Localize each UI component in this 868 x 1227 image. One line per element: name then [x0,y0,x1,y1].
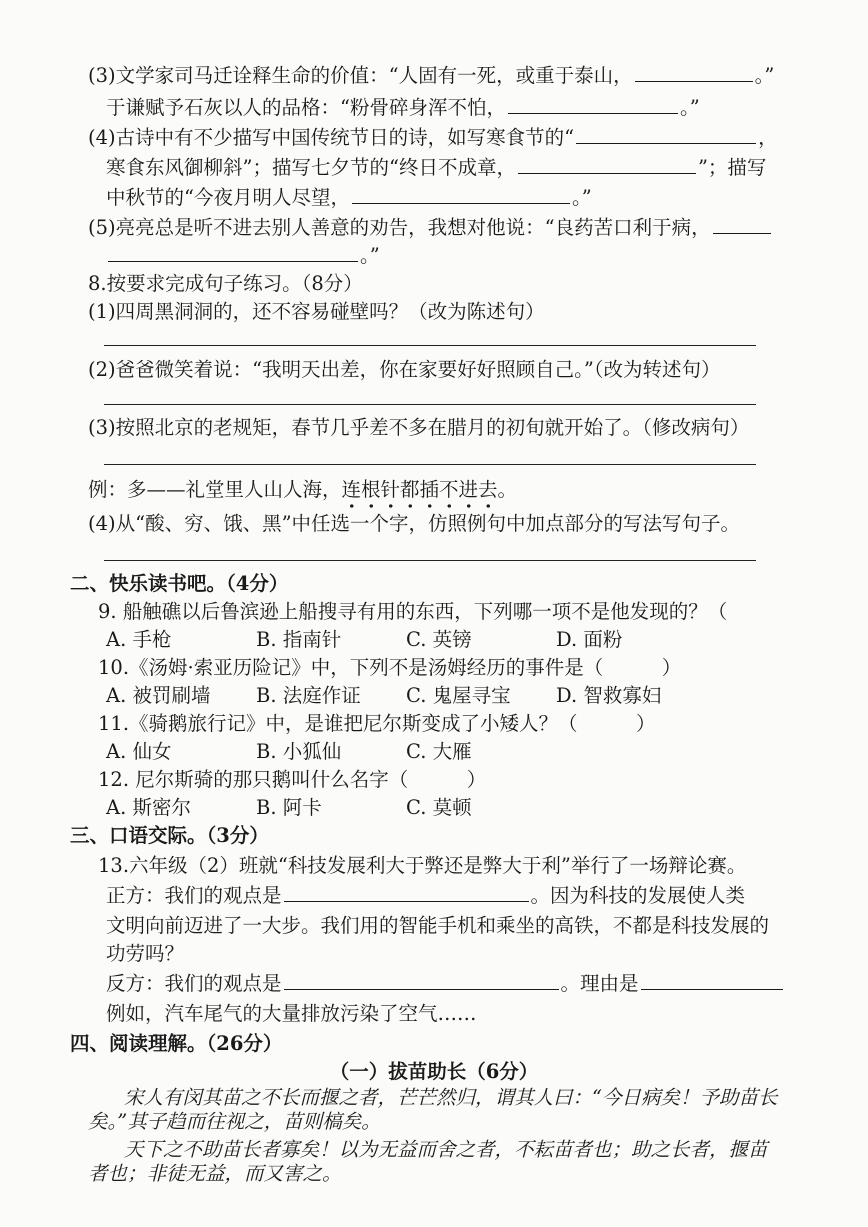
passage-para-2-line2: 者也；非徒无益，而又害之。 [88,1162,342,1185]
q13-con-line1: 反方：我们的观点是 。理由是 [106,970,808,998]
q7-item-3-line2: 于谦赋予石灰以人的品格：“粉骨碎身浑不怕， 。” [106,96,700,119]
option[interactable]: D. 智救寡妇 [556,684,662,707]
answer-blank[interactable] [352,185,570,204]
q9-options [106,626,808,654]
answer-blank[interactable] [284,971,559,990]
q13-pro-line3: 功劳吗？ [106,942,185,965]
section-2-title: 二、快乐读书吧。（4分） [70,572,289,595]
q7-item-4-line1: (4)古诗中有不少描写中国传统节日的诗，如写寒食节的“ ， [88,126,778,149]
option[interactable]: B. 小狐仙 [256,740,342,763]
q7-item-4-line3: 中秋节的“今夜月明人尽望， 。” [106,186,592,209]
option[interactable]: A. 斯密尔 [106,796,191,819]
q10-options [106,682,808,710]
q11-options [106,738,808,766]
answer-line[interactable] [104,404,756,405]
option[interactable]: C. 英镑 [406,628,472,651]
option[interactable]: B. 法庭作证 [256,684,361,707]
answer-line[interactable] [104,560,756,561]
q8-sentence-3: (3)按照北京的老规矩，春节几乎差不多在腊月的初旬就开始了。（修改病句） [88,416,750,439]
answer-blank[interactable] [641,971,783,990]
option[interactable]: B. 指南针 [256,628,342,651]
q11-text: 11.《骑鹅旅行记》中，是谁把尼尔斯变成了小矮人？（ ） [98,712,656,735]
answer-blank[interactable] [713,215,771,234]
answer-blank[interactable] [508,95,678,114]
q7-item-4-line2: 寒食东风御柳斜”；描写七夕节的“终日不成章， ”；描写 [106,156,767,179]
option[interactable]: A. 被罚刷墙 [106,684,211,707]
option[interactable]: C. 鬼屋寻宝 [406,684,511,707]
q13-pro-line2: 文明向前迈进了一大步。我们用的智能手机和乘坐的高铁，不都是科技发展的 [106,914,770,937]
q13-con-line2: 例如，汽车尾气的大量排放污染了空气…… [106,1002,477,1025]
passage-title: （一）拔苗助长（6分） [329,1060,539,1083]
q7-item-5-line1: (5)亮亮总是听不进去别人善意的劝告，我想对他说：“良药苦口利于病， [88,214,808,242]
q7-item-3-line1: (3)文学家司马迁诠释生命的价值：“人固有一死，或重于泰山， 。” [88,64,775,87]
answer-blank[interactable] [518,155,696,174]
q10-text: 10.《汤姆·索亚历险记》中，下列不是汤姆经历的事件是（ ） [98,656,682,679]
section-4-title: 四、阅读理解。（26分） [70,1032,283,1055]
answer-line[interactable] [104,464,756,465]
answer-blank[interactable] [635,63,753,82]
passage-para-1-line1: 宋人有闵其苗之不长而揠之者，芒芒然归，谓其人曰：“今日病矣！予助苗长 [124,1086,778,1109]
option[interactable]: B. 阿卡 [256,796,322,819]
section-3-title: 三、口语交际。（3分） [70,824,269,847]
q12-options [106,794,808,822]
option[interactable]: A. 仙女 [106,740,172,763]
q8-sentence-4: (4)从“酸、穷、饿、黑”中任选一个字，仿照例句中加点部分的写法写句子。 [88,512,741,535]
option[interactable]: A. 手枪 [106,628,172,651]
emphasis-dotted-text: 连根针都插不进去 [342,478,498,509]
q9-text: 9. 船触礁以后鲁滨逊上船搜寻有用的东西，下列哪一项不是他发现的？（ [98,600,728,623]
q13-text: 13.六年级（2）班就“科技发展利大于弊还是弊大于利”举行了一场辩论赛。 [98,854,747,877]
q12-text: 12. 尼尔斯骑的那只鹅叫什么名字（ ） [98,768,487,791]
q8-example: 例：多——礼堂里人山人海，连根针都插不进去。 [88,476,808,504]
passage-para-1-line2: 矣。”其子趋而往视之，苗则槁矣。 [88,1110,381,1133]
answer-blank[interactable] [108,243,358,262]
answer-blank[interactable] [576,125,756,144]
q7-item-5-line2: 。” [106,242,808,270]
q8-sentence-2: (2)爸爸微笑着说：“我明天出差，你在家要好好照顾自己。”（改为转述句） [88,358,721,381]
answer-blank[interactable] [284,883,529,902]
option[interactable]: C. 大雁 [406,740,472,763]
option[interactable]: C. 莫顿 [406,796,472,819]
q8-title: 8.按要求完成句子练习。（8分） [88,272,363,295]
option[interactable]: D. 面粉 [556,628,623,651]
q8-sentence-1: (1)四周黑洞洞的，还不容易碰壁吗？（改为陈述句） [88,300,545,323]
answer-line[interactable] [104,345,756,346]
q13-pro-line1: 正方：我们的观点是 。因为科技的发展使人类 [106,884,746,907]
passage-para-2-line1: 天下之不助苗长者寡矣！以为无益而舍之者，不耘苗者也；助之长者，揠苗 [124,1138,768,1161]
